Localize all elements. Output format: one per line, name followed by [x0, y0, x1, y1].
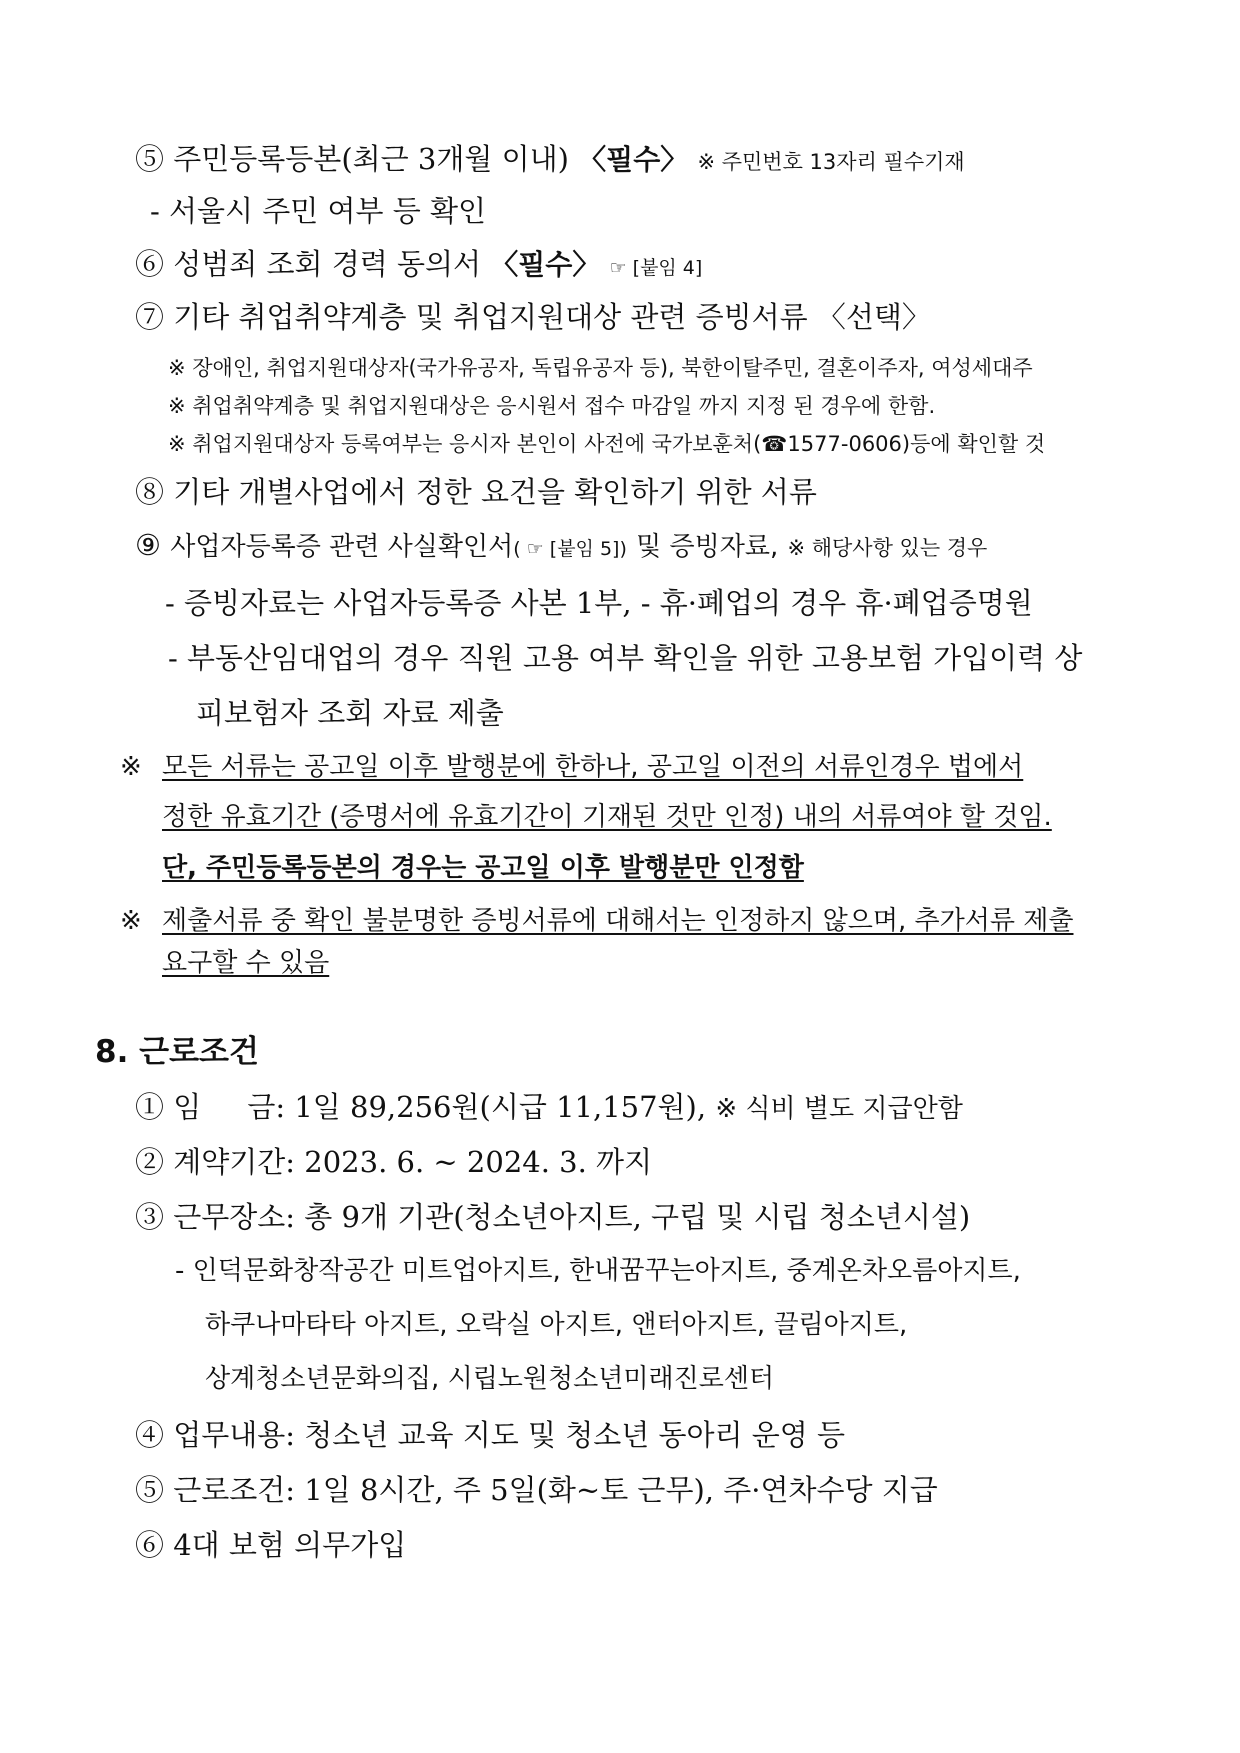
item-number: ⑧	[135, 475, 165, 509]
notice-1-mark: ※	[120, 752, 142, 782]
item-5-sub: - 서울시 주민 여부 등 확인	[150, 194, 487, 228]
item-text: 사업자등록증 관련 사실확인서	[170, 532, 514, 562]
place-line-1: - 인덕문화창작공간 미트업아지트, 한내꿈꾸는아지트, 중계온차오름아지트,	[175, 1256, 1021, 1286]
required-tag: 〈필수〉	[490, 248, 601, 281]
item-number: ⑥	[135, 247, 165, 281]
notice-2-line-1: 제출서류 중 확인 불분명한 증빙서류에 대해서는 인정하지 않으며, 추가서류 제출	[162, 906, 1074, 936]
place-value: 총 9개 기관(청소년아지트, 구립 및 시립 청소년시설)	[304, 1200, 971, 1234]
duty-value: 청소년 교육 지도 및 청소년 동아리 운영 등	[304, 1418, 846, 1452]
period-label: 계약기간:	[173, 1145, 296, 1179]
insurance-value: 4대 보험 의무가입	[173, 1528, 407, 1562]
place-line-2: 하쿠나마타타 아지트, 오락실 아지트, 앤터아지트, 끌림아지트,	[205, 1310, 908, 1340]
place-line-3: 상계청소년문화의집, 시립노원청소년미래진로센터	[205, 1364, 775, 1394]
notice-1-line-2: 정한 유효기간 (증명서에 유효기간이 기재된 것만 인정) 내의 서류여야 할 것임.	[162, 802, 1052, 832]
period-row	[135, 1145, 652, 1180]
item-number: ⑤	[135, 1473, 165, 1507]
item-number: ⑦	[135, 300, 165, 334]
item-number: ⑤	[135, 142, 165, 176]
item-8	[135, 475, 817, 510]
item-9	[135, 528, 987, 563]
item-number: ④	[135, 1418, 165, 1452]
item-number: ①	[135, 1090, 165, 1124]
item-note: ※ 주민번호 13자리 필수기재	[697, 150, 965, 174]
wage-value: 1일 89,256원(시급 11,157원),	[294, 1090, 707, 1124]
item-number: ⑥	[135, 1528, 165, 1562]
condition-row	[135, 1473, 938, 1508]
item-9-sub-3: 피보험자 조회 자료 제출	[196, 696, 504, 730]
duty-label: 업무내용:	[173, 1418, 296, 1452]
item-note: ※ 해당사항 있는 경우	[787, 536, 988, 560]
item-number: ③	[135, 1200, 165, 1234]
item-text: 주민등록등본(최근 3개월 이내)	[173, 142, 569, 176]
item-7-note-2: ※ 취업취약계층 및 취업지원대상은 응시원서 접수 마감일 까지 지정 된 경우에 한함.	[168, 394, 936, 418]
item-text-2: 및 증빙자료,	[636, 532, 779, 562]
period-value: 2023. 6. ~ 2024. 3. 까지	[304, 1145, 653, 1179]
item-text: 성범죄 조회 경력 동의서	[173, 247, 482, 281]
item-7-note-1: ※ 장애인, 취업지원대상자(국가유공자, 독립유공자 등), 북한이탈주민, 결혼이주자, 여성세대주	[168, 356, 1033, 380]
item-number: ②	[135, 1145, 165, 1179]
wage-note: ※ 식비 별도 지급안함	[715, 1094, 963, 1124]
item-6	[135, 247, 702, 282]
notice-2-line-2: 요구할 수 있음	[162, 948, 330, 978]
item-7-note-3: ※ 취업지원대상자 등록여부는 응시자 본인이 사전에 국가보훈처(☎1577-0606)등에 확인할 것	[168, 432, 1046, 456]
condition-value: 1일 8시간, 주 5일(화~토 근무), 주·연차수당 지급	[304, 1473, 938, 1507]
insurance-row	[135, 1528, 406, 1563]
notice-1-bold-line: 단, 주민등록등본의 경우는 공고일 이후 발행분만 인정함	[162, 853, 804, 883]
item-number: ⑨	[135, 528, 161, 562]
item-5	[135, 142, 965, 177]
place-row	[135, 1200, 970, 1235]
item-9-sub-1: - 증빙자료는 사업자등록증 사본 1부, - 휴·폐업의 경우 휴·폐업증명원	[165, 586, 1033, 620]
item-9-sub-2: - 부동산임대업의 경우 직원 고용 여부 확인을 위한 고용보험 가입이력 상	[168, 641, 1083, 675]
item-text: 기타 개별사업에서 정한 요건을 확인하기 위한 서류	[173, 475, 817, 509]
wage-label: 임 금:	[173, 1090, 286, 1124]
section-title: 8. 근로조건	[95, 1034, 259, 1070]
condition-label: 근로조건:	[173, 1473, 296, 1507]
notice-1-line-1: 모든 서류는 공고일 이후 발행분에 한하나, 공고일 이전의 서류인경우 법에서	[162, 752, 1024, 782]
notice-2-mark: ※	[120, 906, 142, 936]
place-label: 근무장소:	[173, 1200, 296, 1234]
item-text: 기타 취업취약계층 및 취업지원대상 관련 증빙서류 〈선택〉	[173, 300, 931, 334]
duty-row	[135, 1418, 845, 1453]
required-tag: 〈필수〉	[578, 143, 689, 176]
attachment-ref: ( ☞ [붙임 5])	[513, 538, 627, 560]
attachment-ref: ☞ [붙임 4]	[609, 257, 703, 279]
wage-row	[135, 1090, 963, 1125]
item-7	[135, 300, 931, 335]
